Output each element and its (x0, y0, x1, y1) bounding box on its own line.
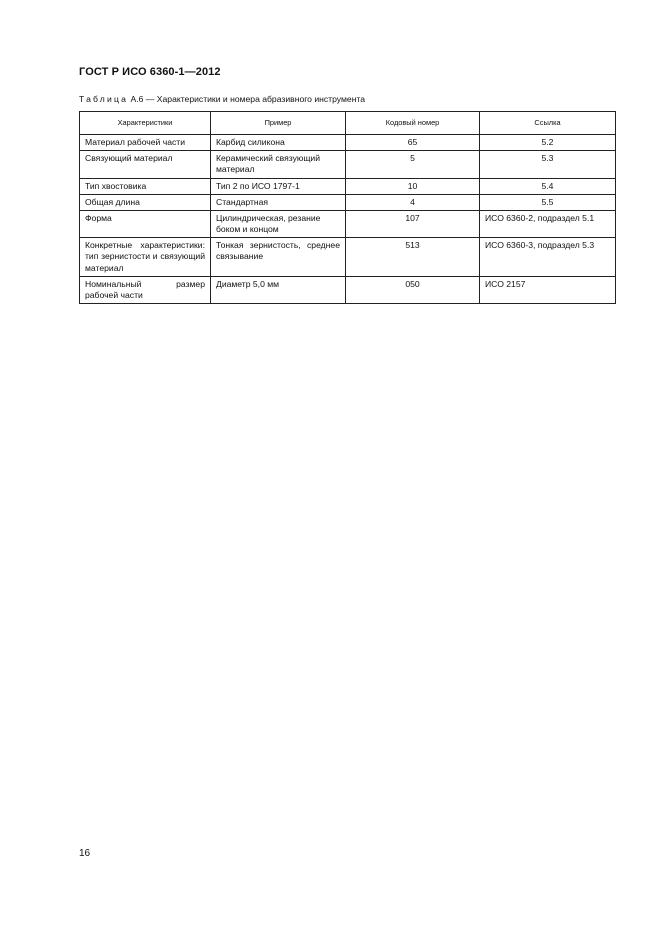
cell-reference: ИСО 2157 (480, 276, 616, 303)
table-caption-prefix: Таблица (79, 94, 129, 104)
table-caption-text: — Характеристики и номера абразивного инструмента (145, 94, 366, 104)
cell-example: Цилиндрическая, резание боком и концом (211, 210, 346, 237)
characteristics-table (79, 111, 616, 304)
cell-example: Керамический связующий материал (211, 151, 346, 178)
table-caption (79, 94, 365, 104)
cell-characteristic: Материал рабочей части (80, 135, 211, 151)
cell-reference: 5.2 (480, 135, 616, 151)
cell-code: 050 (346, 276, 480, 303)
cell-example: Диаметр 5,0 мм (211, 276, 346, 303)
cell-reference: 5.4 (480, 178, 616, 194)
table-row (80, 135, 616, 151)
table-row (80, 194, 616, 210)
page-number: 16 (79, 848, 91, 859)
cell-code: 513 (346, 238, 480, 277)
cell-code: 5 (346, 151, 480, 178)
table-row (80, 178, 616, 194)
column-header-reference: Ссылка (480, 112, 616, 135)
table-caption-number: А.6 (130, 94, 144, 104)
column-header-code: Кодовый номер (346, 112, 480, 135)
table-row (80, 210, 616, 237)
cell-code: 10 (346, 178, 480, 194)
table-header-row (80, 112, 616, 135)
cell-reference: 5.3 (480, 151, 616, 178)
column-header-example: Пример (211, 112, 346, 135)
cell-example: Стандартная (211, 194, 346, 210)
table-row (80, 276, 616, 303)
cell-reference: ИСО 6360-3, подраздел 5.3 (480, 238, 616, 277)
document-title: ГОСТ Р ИСО 6360-1—2012 (79, 66, 221, 78)
cell-code: 4 (346, 194, 480, 210)
cell-characteristic: Конкретные характеристики: тип зернистости и связующий материал (80, 238, 211, 277)
cell-reference: 5.5 (480, 194, 616, 210)
cell-code: 107 (346, 210, 480, 237)
table-row (80, 151, 616, 178)
cell-characteristic: Общая длина (80, 194, 211, 210)
cell-example: Карбид силикона (211, 135, 346, 151)
cell-characteristic: Связующий материал (80, 151, 211, 178)
cell-characteristic: Номинальный размер рабочей части (80, 276, 211, 303)
cell-example: Тип 2 по ИСО 1797-1 (211, 178, 346, 194)
table-row (80, 238, 616, 277)
cell-reference: ИСО 6360-2, подраздел 5.1 (480, 210, 616, 237)
column-header-characteristics: Характеристики (80, 112, 211, 135)
cell-code: 65 (346, 135, 480, 151)
cell-example: Тонкая зернистость, среднее связывание (211, 238, 346, 277)
cell-characteristic: Форма (80, 210, 211, 237)
cell-characteristic: Тип хвостовика (80, 178, 211, 194)
